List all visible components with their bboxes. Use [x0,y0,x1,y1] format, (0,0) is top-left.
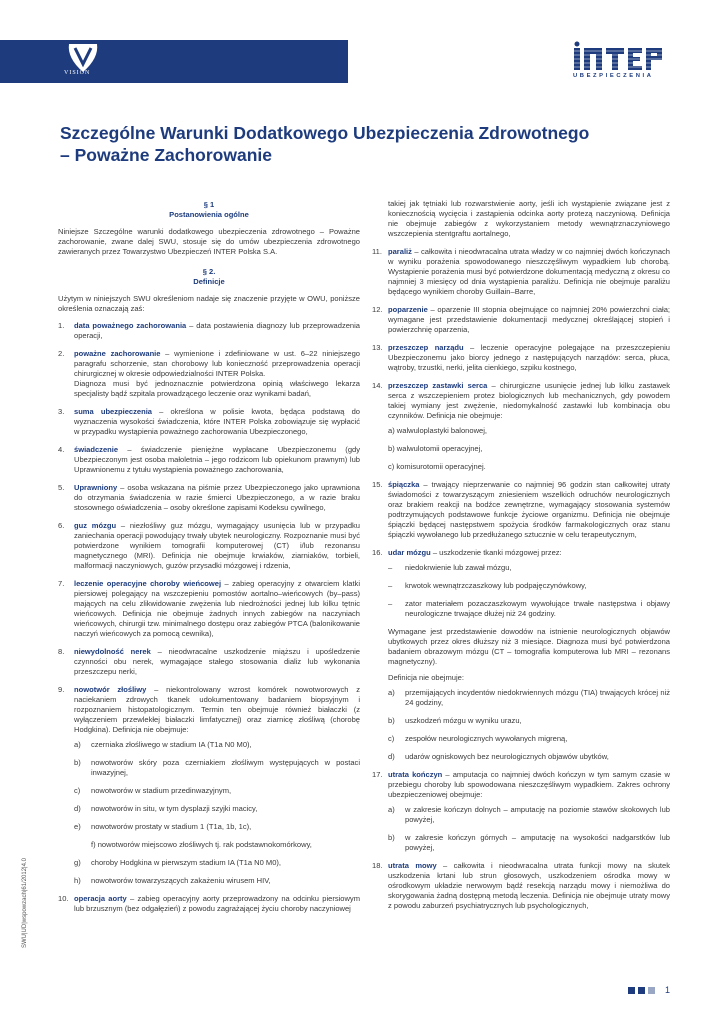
title-line-1: Szczególne Warunki Dodatkowego Ubezpieczenia Zdrowotnego [60,123,590,143]
page-marker-square [628,987,635,994]
document-title [60,122,680,166]
definition-item [372,770,670,853]
definition-text: – wymienione i zdefiniowane w ust. 6–22 niniejszego paragrafu schorzenie, stan chorobowy lub konieczność przeprowadzenia operacji chirurgicznej w okresie odpowiedzialności INTER Polska. [74,349,361,378]
exclusion-label: e) [74,822,81,831]
definition-text: – oparzenie III stopnia obejmujące co najmniej 20% powierzchni ciała; wymagane jest przedstawienie dokumentacji medycznej określającej stopień i powierzchnię oparzenia, [388,305,670,334]
definition-term: operacja aorty [74,894,127,903]
page-number: 1 [665,985,671,995]
exclusion-text: f) nowotworów miejscowo złośliwych tj. rak podstawnokomórkowy, [91,840,312,849]
definition-text: – amputacja co najmniej dwóch kończyn w tym samym czasie w przebiegu choroby lub spowodowana nieszczęśliwym wypadkiem. Zakres ochrony ubezpieczeniowej obejmuje: [388,770,670,799]
exclusion-item [74,804,360,814]
exclusion-text: udarów ogniskowych bez neurologicznych objawów ubytków, [405,752,609,761]
definition-number: 13. [372,343,383,352]
definition-text: – zabieg operacyjny aorty przeprowadzony na odcinku piersiowym lub brzusznym (bez odgałęzień) z powodu zagrażającej życiu choroby naczyniowej [74,894,360,913]
exclusion-label: b) [388,716,395,725]
exclusion-label: d) [388,752,395,761]
coverage-text: w zakresie kończyn dolnych – amputację na poziomie stawów skokowych lub powyżej, [405,805,670,824]
definition-term: udar mózgu [388,548,431,557]
definition-item [372,548,670,762]
exclusion-item [74,822,360,832]
definition-extra: Diagnoza musi być jednoznacznie potwierdzona opinią właściwego lekarza specjalisty bądź szpitala prowadzącego leczenie oraz wynikami badań, [74,379,360,398]
definition-item [372,480,670,540]
exclusion-item [74,840,360,850]
right-column [372,199,670,919]
definition-term: poparzenie [388,305,428,314]
definition-item [58,579,360,639]
exclusion-label: c) [74,786,81,795]
definition-term: przeszczep zastawki serca [388,381,488,390]
exclusion-label: h) [74,876,81,885]
definition-text: – niekontrolowany wzrost komórek nowotworowych z naciekaniem zdrowych tkanek udokumentowany badaniem biopsyjnym i rozpoznaniem histopatologicznym. Termin ten obejmuje również białaczki (z wyłączeniem przewlekłej białaczki limfatycznej) oraz ziarnicę złośliwą (chorobę Hodgkina). Definicja nie obejmuje: [74,685,360,734]
definition-text: – data postawienia diagnozy lub przeprowadzenia operacji, [74,321,360,340]
definition-number: 18. [372,861,383,870]
definition-term: utrata mowy [388,861,437,870]
exclusion-list [74,740,360,886]
exclusion-text: uszkodzeń mózgu w wyniku urazu, [405,716,522,725]
inter-subtitle: UBEZPIECZENIA [573,73,654,79]
document-code: SWU|UD|wspowzach|61/2012|4.0 [22,858,28,948]
exclusion-item [388,752,670,762]
cause-list [388,563,670,619]
definition-term: świadczenie [74,445,119,454]
definition-item [58,685,360,886]
definitions-list [58,321,360,914]
left-column [58,200,360,914]
exclusion-item [74,740,360,750]
exclusion-list [388,426,670,472]
cause-text: niedokrwienie lub zawał mózgu, [405,563,512,572]
exclusion-text: nowotworów in situ, w tym dysplazji szyjki macicy, [91,804,258,813]
definition-term: śpiączka [388,480,420,489]
definition-item [58,483,360,513]
definition-number: 4. [58,445,65,454]
section-2-intro: Użytym w niniejszych SWU określeniom nadaje się znaczenie przyjęte w OWU, poniższe określenia oznaczają zaś: [58,294,360,313]
exclusion-item [388,462,670,472]
section-1-text: Niniejsze Szczególne warunki dodatkowego ubezpieczenia zdrowotnego – Poważne zachorowanie, zwane dalej SWU, stosuje się do umów ubezpieczenia zdrowotnego zawieranych przez Towarzystwo Ubezpieczeń INTER Polska S.A. [58,227,360,256]
coverage-text: w zakresie kończyn górnych – amputację na wysokości nadgarstków lub powyżej, [405,833,670,852]
exclusion-item [388,444,670,454]
definition-text: – leczenie operacyjne polegające na przeszczepieniu Ubezpieczonemu jako biorcy jednego z następujących narządów: serca, płuca, wątroby, trzustki, nerki, jelita cienkiego, szpiku kostnego, [388,343,670,372]
cause-item [388,599,670,619]
cause-text: zator materiałem pozaczaszkowym wywołujące trwałe następstwa i objawy neurologiczne trwające dłużej niż 24 godziny. [405,599,670,618]
page-marker-square [638,987,645,994]
section-1-heading: Postanowienia ogólne [169,210,249,219]
cause-item [388,581,670,591]
definition-item [372,247,670,297]
definition-text: – nieodwracalne uszkodzenie miąższu i upośledzenie czynności obu nerek, wymagające stałego stosowania dializ lub wykonania przeszczepu nerki, [74,647,361,676]
section-1-number: § 1 [203,200,215,209]
definition-number: 16. [372,548,383,557]
definition-item [372,343,670,373]
definition-item [58,321,360,341]
definition-number: 10. [58,894,69,903]
definition-number: 3. [58,407,65,416]
definition-number: 7. [58,579,65,588]
exclusion-text: czerniaka złośliwego w stadium IA (T1a N0 M0), [91,740,252,749]
cause-dash: – [388,563,393,572]
definition-number: 14. [372,381,383,390]
exclusion-item [388,688,670,708]
exclusion-label: c) [388,734,395,743]
exclusion-label: a) [74,740,81,749]
definition-item [58,349,360,399]
exclusion-item [388,734,670,744]
definitions-list-continued [372,247,670,911]
definition-number: 1. [58,321,65,330]
definition-item [58,407,360,437]
cause-dash: – [388,599,393,608]
exclusion-label: a) [388,688,395,697]
definition-term: data poważnego zachorowania [74,321,187,330]
exclusion-item [388,426,670,436]
vision-label: VISION [64,70,91,76]
definition-item [58,647,360,677]
definition-10-continuation: takiej jak tętniaki lub rozwarstwienie aorty, jeśli ich wystąpienie związane jest z koniecznością wycięcia i zastąpienia odcinka aorty protezą naczyniową. Definicja nie obejmuje zabiegów z wykorzystaniem metody wewnątrznaczyniowego wszczepienia stentgraftu aortalnego, [388,199,670,238]
definition-text: – całkowita i nieodwracalna utrata funkcji mowy na skutek uszkodzenia krtani lub strun głosowych, uszkodzeniem ośrodka mowy w ośrodkowym układzie nerwowym bądź resekcją narządu mowy i niemożliwa do skorygowania żadną dostępną metodą leczenia. Definicja nie obejmuje utraty mowy z powodu zaburzeń psychiatrycznych lub psychologicznych, [388,861,670,910]
page-marker-square [648,987,655,994]
exclusion-text: c) komisurotomii operacyjnej. [388,462,486,471]
section-2-number: § 2. [202,267,216,276]
definition-term: Uprawniony [74,483,118,492]
definition-number: 8. [58,647,65,656]
exclusion-text: a) walwuloplastyki balonowej, [388,426,487,435]
definition-16-exclusion-intro: Definicja nie obejmuje: [388,673,464,682]
exclusion-text: b) walwulotomii operacyjnej, [388,444,483,453]
definition-term: nowotwór złośliwy [74,685,147,694]
exclusion-item [74,858,360,868]
exclusion-item [74,758,360,778]
exclusion-text: nowotworów w stadium przedinwazyjnym, [91,786,232,795]
definition-item [372,861,670,911]
definition-term: leczenie operacyjne choroby wieńcowej [74,579,222,588]
coverage-label: a) [388,805,395,814]
coverage-list [388,805,670,853]
coverage-item [388,805,670,825]
definition-text: – świadczenie pieniężne wypłacane Ubezpieczonemu (gdy Ubezpieczonym jest osoba małoletnia – jego rodzicom lub opiekunom prawnym) lub Uprawnionemu z tytułu wystąpienia poważnego zachorowania, [74,445,360,474]
cause-dash: – [388,581,393,590]
definition-text: – określona w polisie kwota, będąca podstawą do wyznaczenia wysokości świadczenia, które INTER Polska zobowiązuje się wypłacić w przypadku wystąpienia poważnego zachorowania Ubezpieczonego, [74,407,361,436]
exclusion-label: g) [74,858,81,867]
definition-term: paraliż [388,247,412,256]
definition-number: 17. [372,770,383,779]
exclusion-list [388,688,670,762]
section-2-heading: Definicje [193,277,225,286]
definition-item [58,894,360,914]
header-band [0,40,348,83]
exclusion-item [388,716,670,726]
definition-item [372,305,670,335]
definition-term: poważne zachorowanie [74,349,161,358]
definition-item [58,521,360,571]
exclusion-text: nowotworów towarzyszących zakażeniu wirusem HIV, [91,876,271,885]
exclusion-text: choroby Hodgkina w pierwszym stadium IA (T1a N0 M0), [91,858,281,867]
definition-term: przeszczep narządu [388,343,464,352]
definition-text: – trwający nieprzerwanie co najmniej 96 godzin stan całkowitej utraty świadomości z towarzyszącym zniesieniem wszelkich odruchów neurologicznych oraz brakiem reakcji na bodźce zewnętrzne, wymagający stosowania systemów podtrzymujących podstawowe funkcje życiowe organizmu. Definicja nie obejmuje śpiączki będącej następstwem spożycia środków farmakologicznych oraz stanu śpiączki wywołanego lub przedłużanego sztucznie w celu terapeutycznym, [388,480,670,539]
coverage-label: b) [388,833,395,842]
definition-term: guz mózgu [74,521,117,530]
definition-term: utrata kończyn [388,770,443,779]
exclusion-text: przemijających incydentów niedokrwiennych mózgu (TIA) trwających krócej niż 24 godziny, [405,688,670,707]
exclusion-text: zespołów neurologicznych wywołanych migreną, [405,734,568,743]
definition-text: – zabieg operacyjny z otwarciem klatki piersiowej polegający na wszczepieniu pomostów aortalno–wieńcowych (by–pass) mających na celu zlikwidowanie zwężenia lub niedrożności jednej lub kilku tętnic wieńcowych. Definicja nie obejmuje żadnych innych zabiegów na naczyniach wieńcowych, chirurgii tzw. minimalnego dostępu oraz zabiegów PTCA (balonikowanie naczyń wieńcowych za pomocą cewnika), [74,579,360,638]
definition-number: 6. [58,521,65,530]
definition-item [372,381,670,472]
definition-number: 5. [58,483,65,492]
definition-number: 15. [372,480,383,489]
cause-text: krwotok wewnątrzczaszkowy lub podpajęczynówkowy, [405,581,587,590]
definition-number: 12. [372,305,383,314]
exclusion-text: nowotworów prostaty w stadium 1 (T1a, 1b, 1c), [91,822,252,831]
exclusion-label: b) [74,758,81,767]
definition-16-requirement: Wymagane jest przedstawienie dowodów na istnienie neurologicznych objawów ubytkowych przez okres dłuższy niż 3 miesiące. Diagnoza musi być potwierdzona badaniem obrazowym mózgu (CT – tomografia komputerowa lub MRI – rezonans magnetyczny). [388,627,670,666]
definition-item [58,445,360,475]
exclusion-item [74,876,360,886]
definition-number: 11. [372,247,382,256]
title-line-2: – Poważne Zachorowanie [60,145,272,165]
exclusion-text: nowotworów skóry poza czerniakiem złośliwym występujących w postaci inwazyjnej, [91,758,360,777]
definition-term: suma ubezpieczenia [74,407,153,416]
exclusion-label: d) [74,804,81,813]
definition-text: – chirurgiczne usunięcie jednej lub kilku zastawek serca z wszczepieniem protez biologicznych lub mechanicznych, gdy powodem takiej wymiany jest zwężenie, niedomykalność zastawki lub kombinacja obu czynników. Definicja nie obejmuje: [388,381,671,420]
definition-number: 2. [58,349,65,358]
coverage-item [388,833,670,853]
cause-item [388,563,670,573]
definition-text: – osoba wskazana na piśmie przez Ubezpieczonego jako uprawniona do otrzymania świadczenia w razie śmierci Ubezpieczonego, a w razie braku stosownego oświadczenia – osoby określone zapisami Kodeksu cywilnego, [74,483,360,512]
definition-text: – uszkodzenie tkanki mózgowej przez: [430,548,562,557]
definition-term: niewydolność nerek [74,647,151,656]
exclusion-item [74,786,360,796]
definition-number: 9. [58,685,65,694]
definition-text: – całkowita i nieodwracalna utrata władzy w co najmniej dwóch kończynach w wyniku porażenia spowodowanego nieszczęśliwym wypadkiem lub chorobą. Wystąpienie porażenia musi być potwierdzone dokumentacją medyczną z okresu co najmniej 3 miesięcy od dnia wystąpienia paraliżu. Definicja nie obejmuje paraliżu będącego wynikiem choroby Guillain–Barre, [388,247,670,296]
definition-text: – niezłośliwy guz mózgu, wymagający usunięcia lub w przypadku zaniechania operacji powodujący trwały ubytek neurologiczny. Rozpoznanie musi być potwierdzone wynikiem tomografii komputerowej (CT) i/lub rezonansu magnetycznego (MRI). Definicja nie obejmuje krwiaków, ziarniaków, torbieli, malformacji naczyniowych, guzów przysadki mózgowej i rdzenia, [74,521,360,570]
